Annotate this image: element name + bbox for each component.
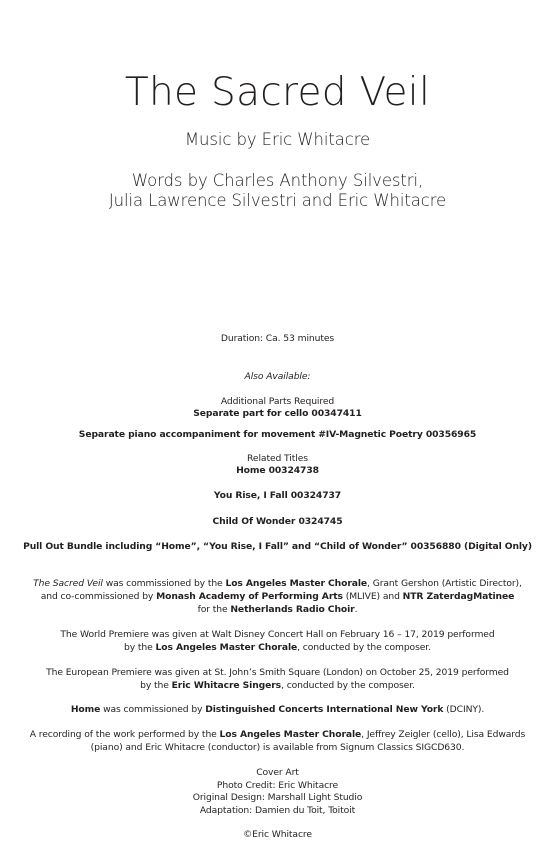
org-name: Los Angeles Master Chorale	[155, 642, 298, 653]
text: , Jeffrey Zeigler (cello), Lisa Edwards	[361, 729, 526, 740]
org-name: Los Angeles Master Chorale	[225, 578, 368, 589]
text: A recording of the work performed by the	[29, 729, 220, 740]
page-title: The Sacred Veil	[124, 70, 431, 115]
music-credit: Music by Eric Whitacre	[184, 130, 371, 149]
work-title: Home	[70, 704, 101, 715]
text: .	[354, 604, 358, 615]
words-credit-line-2: Julia Lawrence Silvestri and Eric Whitacre	[108, 191, 447, 210]
copyright: ©Eric Whitacre	[243, 829, 312, 840]
text: (DCINY).	[443, 704, 485, 715]
duration: Duration: Ca. 53 minutes	[220, 333, 335, 344]
text: and co-commissioned by	[40, 591, 157, 602]
text: was commissioned by	[100, 704, 206, 715]
cover-art-credit: Adaptation: Damien du Toit, Toitoit	[199, 805, 356, 816]
org-name: Los Angeles Master Chorale	[219, 729, 362, 740]
text: was commissioned by the	[102, 578, 226, 589]
text: by the	[124, 642, 156, 653]
home-commission-line	[0, 704, 555, 716]
text: (MLIVE) and	[342, 591, 403, 602]
european-premiere-line-2	[0, 680, 555, 692]
additional-part-item: Separate part for cello 00347411	[193, 408, 362, 419]
org-name: Netherlands Radio Choir	[230, 604, 355, 615]
org-name: Eric Whitacre Singers	[171, 680, 282, 691]
cover-art-credit: Original Design: Marshall Light Studio	[192, 792, 363, 803]
commission-line-3	[0, 604, 555, 616]
also-available-heading: Also Available:	[244, 371, 311, 382]
world-premiere-line-1: The World Premiere was given at Walt Disney Concert Hall on February 16 – 17, 2019 performed	[60, 629, 495, 640]
additional-parts-heading: Additional Parts Required	[220, 396, 335, 407]
text: , conducted by the composer.	[297, 642, 431, 653]
related-title-item: Child Of Wonder 0324745	[212, 516, 343, 527]
related-title-item: Home 00324738	[236, 465, 319, 476]
text: for the	[197, 604, 231, 615]
commission-line-1	[0, 578, 555, 590]
cover-art-heading: Cover Art	[256, 767, 299, 778]
recording-line-1	[0, 729, 555, 741]
text: , Grant Gershon (Artistic Director),	[367, 578, 522, 589]
text: by the	[140, 680, 172, 691]
european-premiere-line-1: The European Premiere was given at St. John’s Smith Square (London) on October 25, 2019 performed	[46, 667, 509, 678]
recording-line-2: (piano) and Eric Whitacre (conductor) is available from Signum Classics SIGCD630.	[90, 742, 465, 753]
commission-line-2	[0, 591, 555, 603]
words-credit-line-1: Words by Charles Anthony Silvestri,	[131, 171, 424, 190]
org-name: Distinguished Concerts International New York	[205, 704, 444, 715]
related-title-item: Pull Out Bundle including “Home”, “You Rise, I Fall” and “Child of Wonder” 00356880 (Digital Only)	[23, 541, 532, 552]
related-title-item: You Rise, I Fall 00324737	[213, 490, 342, 501]
text: , conducted by the composer.	[281, 680, 415, 691]
world-premiere-line-2	[0, 642, 555, 654]
work-title: The Sacred Veil	[33, 578, 103, 589]
org-name: Monash Academy of Performing Arts	[156, 591, 343, 602]
related-titles-heading: Related Titles	[247, 453, 308, 464]
cover-art-credit: Photo Credit: Eric Whitacre	[216, 780, 339, 791]
additional-part-item: Separate piano accompaniment for movement #IV-Magnetic Poetry 00356965	[78, 429, 477, 440]
org-name: NTR ZaterdagMatinee	[402, 591, 515, 602]
